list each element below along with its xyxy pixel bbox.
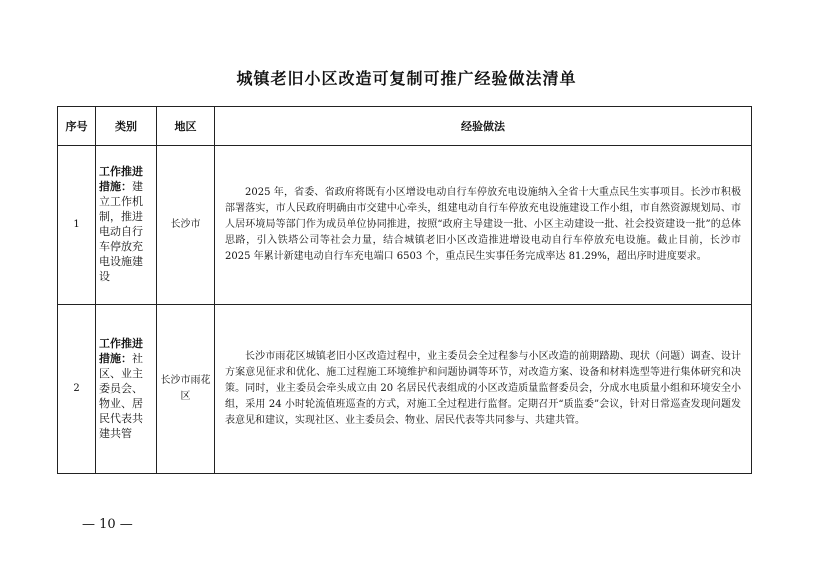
row-number: 2 (58, 305, 96, 474)
category-cell (96, 305, 157, 474)
category-bold: 工作推进措施： (99, 336, 143, 365)
category-detail: 建立工作机制，推进电动自行车停放充电设施建设 (99, 180, 143, 283)
page-title: 城镇老旧小区改造可复制可推广经验做法清单 (236, 69, 577, 88)
method-cell (215, 146, 752, 305)
method-paragraph: 2025 年，省委、省政府将既有小区增设电动自行车停放充电设施纳入全省十大重点民生实事项目。长沙市积极部署落实，市人民政府明确由市交建中心牵头，组建电动自行车停放充电设施建设工作小组，市自然资源规划局、市人居环境局等部门作为成员单位协同推进，按照“政府主导建设一批、小区主动建设一批、社会投资建设一批”的总体思路，引入铁塔公司等社会力量，结合城镇老旧小区改造推进增设电动自行车停放充电设施。截止目前，长沙市 2025 年累计新建电动自行车充电端口 6503 个，重点民生实事任务完成率达 81.29%，超出序时进度要求。 (225, 187, 741, 262)
region-cell: 长沙市 (157, 146, 215, 305)
experience-table (57, 106, 752, 474)
region-cell: 长沙市雨花区 (157, 305, 215, 474)
table-row (58, 146, 752, 305)
header-region: 地区 (157, 107, 215, 146)
header-category: 类别 (96, 107, 157, 146)
category-text (99, 336, 153, 441)
category-bold: 工作推进措施： (99, 165, 143, 193)
method-cell (215, 305, 752, 474)
table-row (58, 305, 752, 474)
page-number: — 10 — (82, 517, 133, 532)
table-header-row (58, 107, 752, 146)
header-method: 经验做法 (215, 107, 752, 146)
header-no: 序号 (58, 107, 96, 146)
category-text (99, 164, 153, 284)
method-paragraph: 长沙市雨花区城镇老旧小区改造过程中，业主委员会全过程参与小区改造的前期踏勘、现状（问题）调查、设计方案意见征求和优化、施工过程施工环境维护和问题协调等环节，对改造方案、设备和材料选型等进行集体研究和决策。同时，业主委员会牵头成立由 20 名居民代表组成的小区改造质量监督委员会，分成水电质量小组和环境安全小组，采用 24 小时轮流值班巡查的方式，对施工全过程进行监督。定期召开“质监委”会议，针对日常巡查发现问题发表意见和建议，实现社区、业主委员会、物业、居民代表等共同参与、共建共管。 (225, 351, 741, 426)
category-cell (96, 146, 157, 305)
category-detail: 社区、业主委员会、物业、居民代表共建共管 (99, 351, 143, 440)
row-number: 1 (58, 146, 96, 305)
